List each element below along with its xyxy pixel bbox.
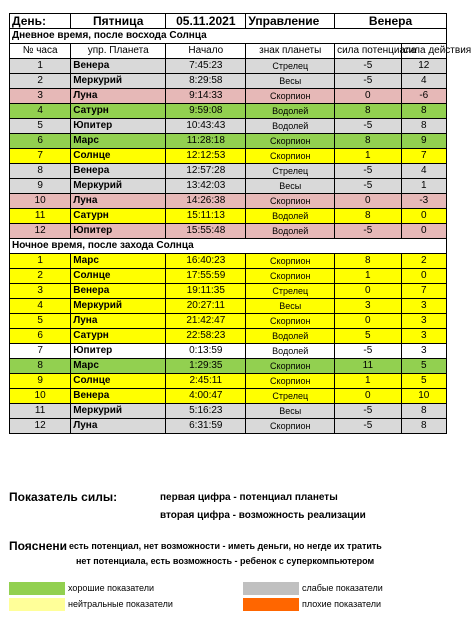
weak-swatch — [243, 582, 299, 595]
start-cell: 1:29:35 — [166, 359, 246, 374]
action-cell: 7 — [401, 149, 446, 164]
action-cell: 0 — [401, 224, 446, 239]
col-potential-header: сила потенциала — [335, 44, 401, 59]
action-cell: 3 — [401, 314, 446, 329]
hour-cell: 6 — [10, 329, 71, 344]
planet-cell: Сатурн — [71, 329, 166, 344]
night-section-title: Ночное время, после захода Солнца — [10, 239, 447, 254]
planet-cell: Венера — [71, 389, 166, 404]
hour-cell: 11 — [10, 209, 71, 224]
table-row — [10, 179, 447, 194]
explanation-title: Пояснени — [9, 539, 68, 553]
start-cell: 12:57:28 — [166, 164, 246, 179]
table-row — [10, 299, 447, 314]
sign-cell: Стрелец — [246, 284, 335, 299]
legend-title: Показатель силы: — [9, 490, 118, 504]
action-cell: 1 — [401, 179, 446, 194]
day-section-title: Дневное время, после восхода Солнца — [10, 29, 447, 44]
planet-cell: Меркурий — [71, 74, 166, 89]
potential-cell: -5 — [335, 224, 401, 239]
weak-label: слабые показатели — [302, 583, 383, 593]
action-cell: 5 — [401, 374, 446, 389]
action-cell: 8 — [401, 104, 446, 119]
action-cell: -3 — [401, 194, 446, 209]
hour-cell: 6 — [10, 134, 71, 149]
col-hour-header: № часа — [10, 44, 71, 59]
table-row — [10, 314, 447, 329]
sign-cell: Скорпион — [246, 254, 335, 269]
table-row — [10, 194, 447, 209]
start-cell: 20:27:11 — [166, 299, 246, 314]
col-sign-header: знак планеты — [246, 44, 335, 59]
control-planet: Венера — [335, 14, 447, 29]
sign-cell: Водолей — [246, 329, 335, 344]
control-label: Управление — [246, 14, 335, 29]
potential-cell: 8 — [335, 254, 401, 269]
table-row — [10, 374, 447, 389]
table-row — [10, 254, 447, 269]
start-cell: 15:11:13 — [166, 209, 246, 224]
action-cell: 7 — [401, 284, 446, 299]
potential-cell: 8 — [335, 209, 401, 224]
sign-cell: Стрелец — [246, 164, 335, 179]
planet-cell: Меркурий — [71, 179, 166, 194]
col-action-header: сила действия — [401, 44, 446, 59]
potential-cell: 0 — [335, 314, 401, 329]
hour-cell: 7 — [10, 344, 71, 359]
sign-cell: Скорпион — [246, 374, 335, 389]
good-swatch — [9, 582, 65, 595]
hour-cell: 5 — [10, 119, 71, 134]
hour-cell: 8 — [10, 359, 71, 374]
table-row — [10, 284, 447, 299]
potential-cell: 3 — [335, 299, 401, 314]
potential-cell: 0 — [335, 389, 401, 404]
start-cell: 8:29:58 — [166, 74, 246, 89]
table-row — [10, 209, 447, 224]
day-value: Пятница — [71, 14, 166, 29]
potential-cell: -5 — [335, 74, 401, 89]
action-cell: 4 — [401, 74, 446, 89]
sign-cell: Весы — [246, 74, 335, 89]
action-cell: 0 — [401, 209, 446, 224]
hour-cell: 10 — [10, 194, 71, 209]
start-cell: 22:58:23 — [166, 329, 246, 344]
table-row — [10, 59, 447, 74]
table-row — [10, 164, 447, 179]
planet-cell: Луна — [71, 89, 166, 104]
table-row — [10, 389, 447, 404]
sign-cell: Стрелец — [246, 389, 335, 404]
sign-cell: Стрелец — [246, 59, 335, 74]
sign-cell: Скорпион — [246, 134, 335, 149]
start-cell: 15:55:48 — [166, 224, 246, 239]
table-row — [10, 329, 447, 344]
action-cell: 10 — [401, 389, 446, 404]
action-cell: 8 — [401, 119, 446, 134]
planet-cell: Луна — [71, 194, 166, 209]
hour-cell: 3 — [10, 284, 71, 299]
action-cell: 2 — [401, 254, 446, 269]
action-cell: 0 — [401, 269, 446, 284]
planet-cell: Солнце — [71, 374, 166, 389]
action-cell: 5 — [401, 359, 446, 374]
table-row — [10, 404, 447, 419]
planet-cell: Меркурий — [71, 299, 166, 314]
action-cell: 12 — [401, 59, 446, 74]
potential-cell: 0 — [335, 284, 401, 299]
potential-cell: 1 — [335, 149, 401, 164]
potential-cell: 0 — [335, 89, 401, 104]
table-row — [10, 74, 447, 89]
table-row — [10, 359, 447, 374]
planet-cell: Марс — [71, 359, 166, 374]
explanation-line-1: есть потенциал, нет возможности - иметь деньги, но негде их тратить — [69, 541, 382, 551]
start-cell: 12:12:53 — [166, 149, 246, 164]
sign-cell: Водолей — [246, 104, 335, 119]
start-cell: 7:45:23 — [166, 59, 246, 74]
hour-cell: 5 — [10, 314, 71, 329]
potential-cell: 1 — [335, 374, 401, 389]
bad-label: плохие показатели — [302, 599, 382, 609]
planet-hours-table — [9, 13, 471, 434]
start-cell: 5:16:23 — [166, 404, 246, 419]
sign-cell: Скорпион — [246, 419, 335, 434]
action-cell: 4 — [401, 164, 446, 179]
planet-cell: Луна — [71, 419, 166, 434]
hour-cell: 12 — [10, 224, 71, 239]
start-cell: 2:45:11 — [166, 374, 246, 389]
start-cell: 21:42:47 — [166, 314, 246, 329]
potential-cell: -5 — [335, 404, 401, 419]
potential-cell: 11 — [335, 359, 401, 374]
sign-cell: Скорпион — [246, 194, 335, 209]
neutral-label: нейтральные показатели — [68, 599, 173, 609]
action-cell: 8 — [401, 404, 446, 419]
planet-cell: Юпитер — [71, 119, 166, 134]
sign-cell: Водолей — [246, 119, 335, 134]
start-cell: 0:13:59 — [166, 344, 246, 359]
planet-cell: Сатурн — [71, 104, 166, 119]
start-cell: 9:14:33 — [166, 89, 246, 104]
start-cell: 17:55:59 — [166, 269, 246, 284]
table-row — [10, 134, 447, 149]
planet-cell: Солнце — [71, 149, 166, 164]
sign-cell: Скорпион — [246, 89, 335, 104]
action-cell: 8 — [401, 419, 446, 434]
table-row — [10, 344, 447, 359]
hour-cell: 7 — [10, 149, 71, 164]
start-cell: 16:40:23 — [166, 254, 246, 269]
table-row — [10, 149, 447, 164]
sign-cell: Весы — [246, 299, 335, 314]
potential-cell: -5 — [335, 419, 401, 434]
potential-cell: 0 — [335, 194, 401, 209]
hour-cell: 2 — [10, 74, 71, 89]
hour-cell: 12 — [10, 419, 71, 434]
hour-cell: 9 — [10, 179, 71, 194]
sign-cell: Весы — [246, 179, 335, 194]
bad-swatch — [243, 598, 299, 611]
hour-cell: 11 — [10, 404, 71, 419]
hour-cell: 4 — [10, 299, 71, 314]
planet-cell: Сатурн — [71, 209, 166, 224]
date-value: 05.11.2021 — [166, 14, 246, 29]
sign-cell: Водолей — [246, 344, 335, 359]
start-cell: 11:28:18 — [166, 134, 246, 149]
hour-cell: 3 — [10, 89, 71, 104]
sign-cell: Водолей — [246, 224, 335, 239]
action-cell: 3 — [401, 344, 446, 359]
explanation-line-2: нет потенциала, есть возможность - ребенок с суперкомпьютером — [76, 556, 375, 566]
potential-cell: 5 — [335, 329, 401, 344]
planet-cell: Венера — [71, 284, 166, 299]
hour-cell: 2 — [10, 269, 71, 284]
sign-cell: Скорпион — [246, 269, 335, 284]
planet-cell: Марс — [71, 134, 166, 149]
planet-cell: Юпитер — [71, 224, 166, 239]
table-row — [10, 104, 447, 119]
potential-cell: -5 — [335, 119, 401, 134]
start-cell: 10:43:43 — [166, 119, 246, 134]
planet-cell: Венера — [71, 59, 166, 74]
start-cell: 14:26:38 — [166, 194, 246, 209]
planet-cell: Марс — [71, 254, 166, 269]
start-cell: 19:11:35 — [166, 284, 246, 299]
planet-cell: Луна — [71, 314, 166, 329]
action-cell: 3 — [401, 299, 446, 314]
start-cell: 6:31:59 — [166, 419, 246, 434]
action-cell: 3 — [401, 329, 446, 344]
sign-cell: Скорпион — [246, 314, 335, 329]
planet-cell: Меркурий — [71, 404, 166, 419]
potential-cell: 1 — [335, 269, 401, 284]
table-row — [10, 89, 447, 104]
sign-cell: Водолей — [246, 209, 335, 224]
legend-line-1: первая цифра - потенциал планеты — [160, 492, 338, 503]
neutral-swatch — [9, 598, 65, 611]
col-planet-header: упр. Планета — [71, 44, 166, 59]
start-cell: 13:42:03 — [166, 179, 246, 194]
table-row — [10, 269, 447, 284]
hour-cell: 4 — [10, 104, 71, 119]
action-cell: -6 — [401, 89, 446, 104]
action-cell: 9 — [401, 134, 446, 149]
hour-cell: 1 — [10, 59, 71, 74]
legend-line-2: вторая цифра - возможность реализации — [160, 510, 366, 521]
potential-cell: -5 — [335, 344, 401, 359]
start-cell: 9:59:08 — [166, 104, 246, 119]
potential-cell: 8 — [335, 134, 401, 149]
sign-cell: Скорпион — [246, 359, 335, 374]
planet-cell: Юпитер — [71, 344, 166, 359]
potential-cell: -5 — [335, 59, 401, 74]
hour-cell: 10 — [10, 389, 71, 404]
table-row — [10, 119, 447, 134]
planet-cell: Венера — [71, 164, 166, 179]
potential-cell: -5 — [335, 164, 401, 179]
sign-cell: Весы — [246, 404, 335, 419]
col-start-header: Начало — [166, 44, 246, 59]
table-row — [10, 224, 447, 239]
hour-cell: 1 — [10, 254, 71, 269]
sign-cell: Скорпион — [246, 149, 335, 164]
potential-cell: -5 — [335, 179, 401, 194]
hour-cell: 9 — [10, 374, 71, 389]
table-row — [10, 419, 447, 434]
day-label: День: — [10, 14, 71, 29]
planet-cell: Солнце — [71, 269, 166, 284]
hour-cell: 8 — [10, 164, 71, 179]
good-label: хорошие показатели — [68, 583, 155, 593]
potential-cell: 8 — [335, 104, 401, 119]
start-cell: 4:00:47 — [166, 389, 246, 404]
